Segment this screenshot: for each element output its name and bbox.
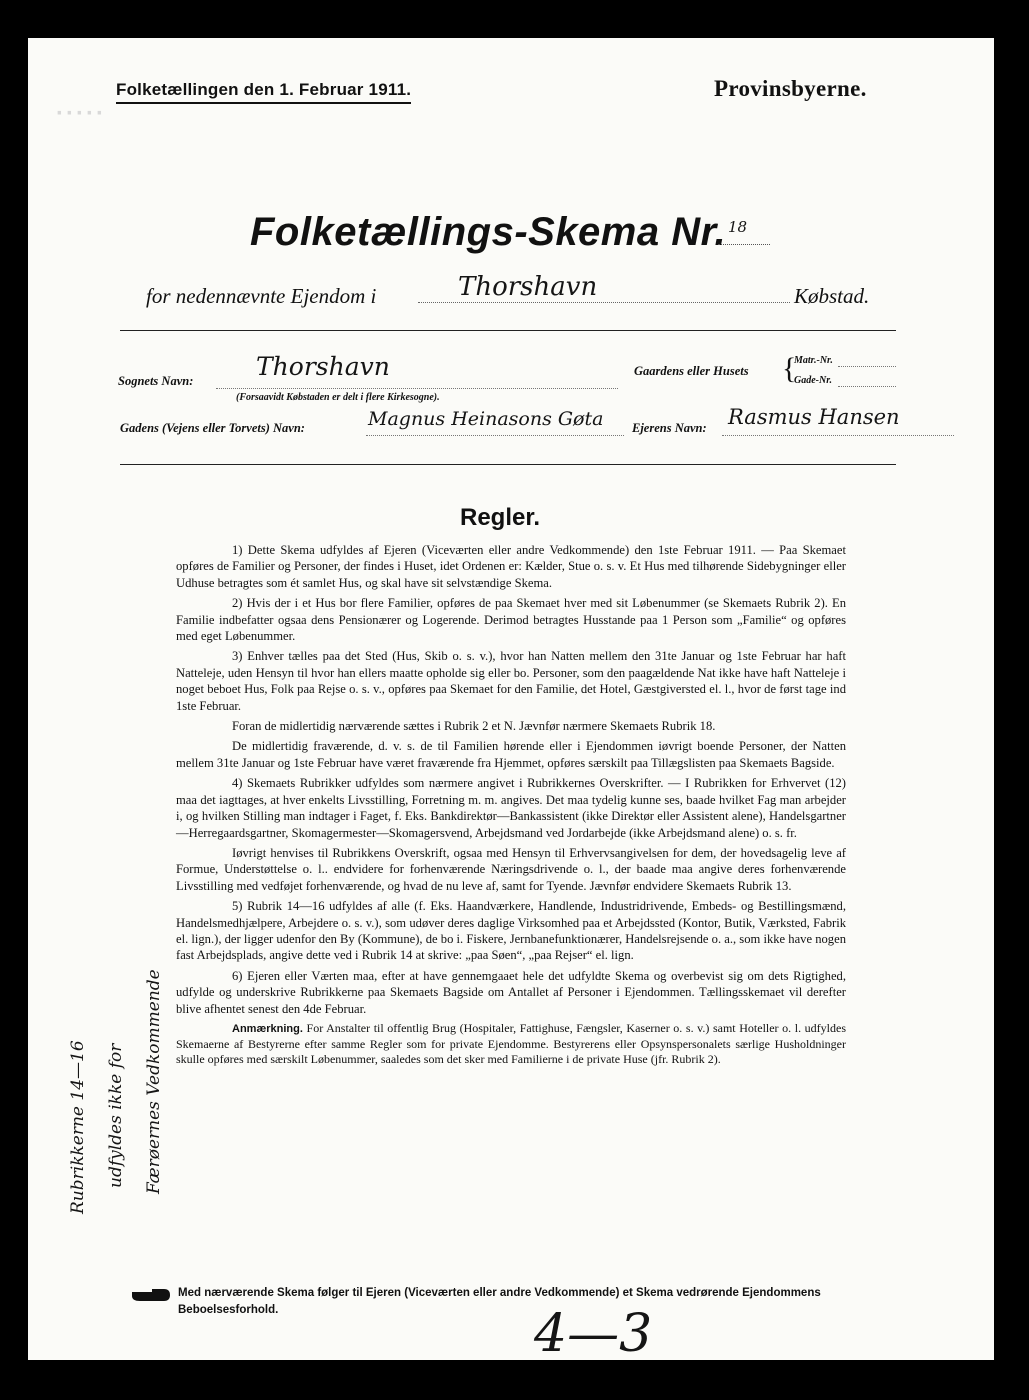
rule-3b: Foran de midlertidig nærværende sættes i Rubrik 2 et N. Jævnfør nærmere Skemaets Rubrik 18.: [232, 719, 716, 734]
divider-bottom: [120, 464, 896, 465]
pointing-hand-icon: [130, 1286, 172, 1304]
footer-note: Med nærværende Skema følger til Ejeren (Viceværten eller andre Vedkommende) et Skema vedrørende Ejendommens Beboelsesforhold.: [178, 1287, 821, 1316]
house-brace: {: [782, 352, 797, 385]
street-value: Magnus Heinasons Gøta: [368, 408, 604, 430]
divider-top: [120, 330, 896, 331]
faded-stamp: ·····: [56, 100, 106, 127]
town-value: Thorshavn: [458, 272, 598, 302]
form-number-line: [718, 244, 770, 245]
gade-line: [838, 386, 896, 387]
margin-note-line1: Rubrikkerne 14—16: [68, 1040, 88, 1214]
rule-2: 2) Hvis der i et Hus bor flere Familier, opføres de paa Skemaet hver med sit Løbenummer (se Skemaets Rubrik 2). En Familie indbefatter ogsaa dens Pensionærer og Logerende. Derimod betragtes Husstande paa 1 Person som „Familie“ og opføres med eget Løbenummer.: [176, 596, 846, 644]
rules-body: [176, 542, 846, 1071]
margin-note-line3: Færøernes Vedkommende: [144, 969, 164, 1194]
matr-line: [838, 366, 896, 367]
parish-line: [216, 388, 618, 389]
rule-3a: 3) Enhver tælles paa det Sted (Hus, Skib o. s. v.), hvor han Natten mellem den 31te Januar og 1ste Februar har haft Natteleje, uden Hensyn til hvor han ellers maatte opholde sig eller bo. Personer, som den paagældende Nat ikke have haft Natteleje i noget beboet Hus, Folk paa Rejse o. s. v., opføres paa Skemaet for den Familie, det Hotel, Gæstgiversted el. l., hvor de først tage ind 1ste Februar.: [176, 649, 846, 713]
rule-3c: De midlertidig fraværende, d. v. s. de til Familien hørende eller i Ejendommen iøvrigt boende Personer, der Natten mellem 31te Januar og 1ste Februar have været fraværende fra Hjemmet, opføres særskilt paa Tillægslisten paa Skemaets Bagside.: [176, 739, 846, 770]
form-number-value: 18: [728, 218, 748, 236]
matr-label: Matr.-Nr.: [794, 355, 833, 366]
property-suffix: Købstad.: [794, 284, 870, 308]
rules-heading: Regler.: [460, 504, 541, 531]
rule-4b: Iøvrigt henvises til Rubrikkens Overskrift, ogsaa med Hensyn til Erhvervsangivelsen for dem, der hovedsagelig leve af Formue, Understøttelse o. l.. endvidere for forhenværende Næringsdrivende o. l., der baade maa angive deres forhenværende Livsstilling med vedføjet forhenværende, og hvad de nu leve af, samt for Tyende. Jævnfør endvidere Skemaets Rubrik 13.: [176, 845, 846, 893]
owner-line: [722, 435, 954, 436]
gade-label: Gade-Nr.: [794, 375, 833, 386]
parish-label: Sognets Navn:: [118, 374, 194, 388]
house-label: Gaardens eller Husets: [634, 364, 749, 378]
street-line: [366, 435, 624, 436]
rule-6: 6) Ejeren eller Værten maa, efter at have gennemgaaet hele det udfyldte Skema og overbevist sig om dets Rigtighed, udfylde og underskrive Rubrikkerne paa Skemaets Bagside om Antallet af Personer i Ejendommen. Tællingsskemaet vil derefter blive afhentet senest den 4de Februar.: [176, 968, 846, 1016]
handwritten-number: 4—3: [534, 1304, 653, 1364]
annotation-label: Anmærkning.: [232, 1022, 303, 1035]
province-header: Provinsbyerne.: [714, 76, 867, 101]
rule-5: 5) Rubrik 14—16 udfyldes af alle (f. Eks. Haandværkere, Handlende, Industridrivende, Embeds- og Bestillingsmænd, Handelsmedhjælpere, Arbejdere o. s. v.), som udøver deres daglige Virksomhed paa et Arbejdssted (Kontor, Butik, Værksted, Fabrik el. lign.), der ligger udenfor den By (Kommune), de bo i. Fiskere, Jernbanefunktionærer, Handelsrejsende o. a., som ikke have nogen fast Arbejdsplads, angive dette ved i Rubrik 14 at skrive: „paa Søen“, „paa Rejser“ el. lign.: [176, 899, 846, 963]
annotation-text: For Anstalter til offentlig Brug (Hospitaler, Fattighuse, Fængsler, Kaserner o. s. v.) samt Hoteller o. l. udfyldes Skemaerne af Bestyrerne efter samme Regler som for private Ejendomme. Bestyrerens eller Opsynspersonalets særlige Husholdninger skulle opføres med særskilt Løbenummer, saaledes som det sker med Familierne i de private Huse (jfr. Rubrik 2).: [176, 1020, 847, 1066]
census-form-page: [28, 38, 994, 1364]
parish-note: (Forsaavidt Købstaden er delt i flere Kirkesogne).: [236, 392, 440, 403]
owner-label: Ejerens Navn:: [632, 421, 707, 435]
margin-note-line2: udfyldes ikke for: [106, 1043, 126, 1188]
census-date-header: Folketællingen den 1. Februar 1911.: [116, 80, 411, 104]
property-prefix: for nedennævnte Ejendom i: [146, 284, 377, 308]
street-label: Gadens (Vejens eller Torvets) Navn:: [120, 421, 305, 435]
owner-value: Rasmus Hansen: [728, 405, 900, 429]
town-line: [418, 302, 790, 303]
form-title: Folketællings-Skema Nr.: [250, 210, 727, 254]
parish-value: Thorshavn: [256, 352, 390, 381]
rule-4a: 4) Skemaets Rubrikker udfyldes som nærmere angivet i Rubrikkernes Overskrifter. — I Rubrikken for Erhvervet (12) maa det iagttages, at hver enkelts Livsstilling, Forretning m. m. angives. Det maa tydelig kunne ses, baade hvilket Fag man arbejder i, og hvilken Stilling man indtager i Faget, f. Eks. Bankdirektør—Bankassistent (ikke Direktør eller Assistent alene), Handelsgartner—Herregaardsgartner, Skomagermester—Skomagersvend, Arbejdsmand ved Jordarbejde (ikke Arbejdsmand alene) o. s. fr.: [176, 776, 846, 840]
rule-1: 1) Dette Skema udfyldes af Ejeren (Viceværten eller andre Vedkommende) den 1ste Februar 1911. — Paa Skemaet opføres de Familier og Personer, der findes i Huset, idet Ordenen er: Kælder, Stue o. s. v. Et Hus med tilhørende Sidebygninger eller Udhuse betragtes som ét samlet Hus, og skal have sit selvstændige Skema.: [176, 543, 846, 590]
annotation: [176, 1021, 846, 1067]
